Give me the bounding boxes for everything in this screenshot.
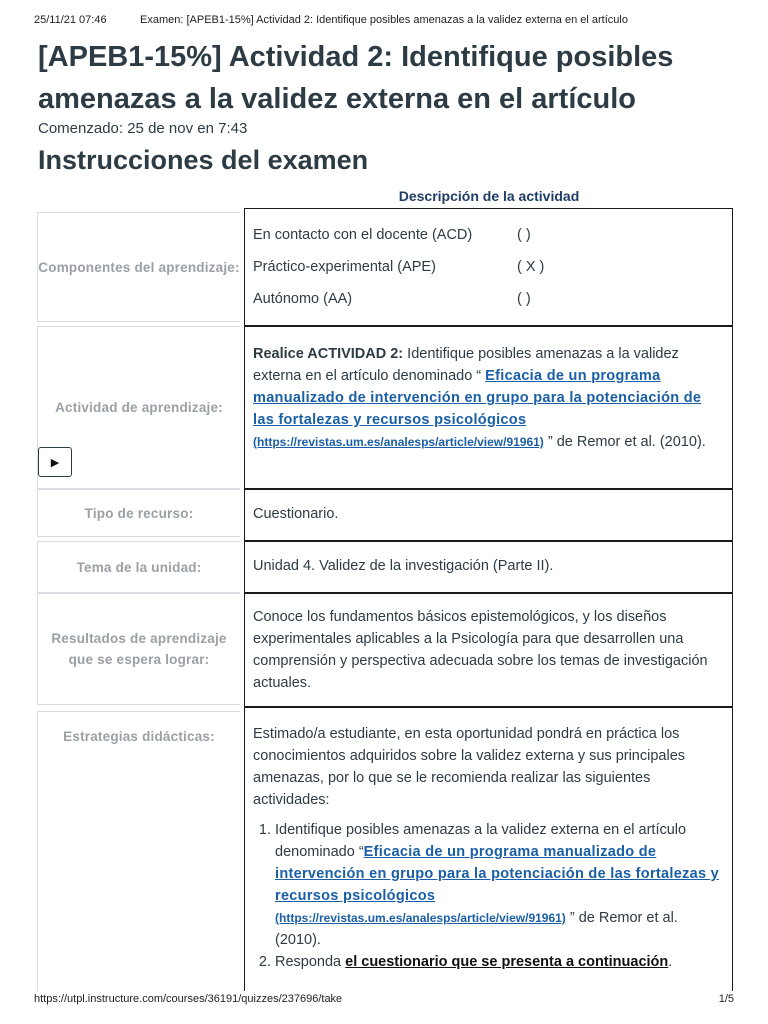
strategy-1-text: Identifique posibles amenazas a la validez externa en el artículo denominado “ xyxy=(275,822,687,860)
strategy-2-end: . xyxy=(668,954,673,970)
started-time: Comenzado: 25 de nov en 7:43 xyxy=(38,120,248,137)
print-page-number: 1/5 xyxy=(718,993,734,1005)
activity-cell xyxy=(244,326,733,489)
activity-lead: Realice ACTIVIDAD 2: xyxy=(253,346,404,362)
strategies-intro: Estimado/a estudiante, en esta oportunidad pondrá en práctica los conocimientos adquiridos sobre la validez externa y sus principales amenazas, por lo que se le recomienda realizar las siguientes actividades: xyxy=(253,726,686,808)
strategies-cell xyxy=(244,707,733,991)
strategies-label: Estrategias didácticas: xyxy=(37,711,240,991)
resource-value: Cuestionario. xyxy=(244,489,733,541)
outcomes-label: Resultados de aprendizaje que se espera lograr: xyxy=(37,593,240,705)
list-item xyxy=(275,951,724,973)
component-row xyxy=(253,283,724,315)
strategy-1-end: ” de Remor et al. (2010). xyxy=(275,910,678,948)
component-mark: ( X ) xyxy=(517,259,545,275)
strategy-article-link[interactable]: Eficacia de un programa manualizado de intervención en grupo para la potenciación de las fortalezas y recursos psicológicos xyxy=(275,844,720,904)
component-name: En contacto con el docente (ACD) xyxy=(253,227,473,243)
component-name: Práctico-experimental (APE) xyxy=(253,259,436,275)
article-link[interactable]: Eficacia de un programa manualizado de intervención en grupo para la potenciación de las fortalezas y recursos psicológicos xyxy=(253,368,702,428)
component-mark: ( ) xyxy=(517,291,531,307)
print-url: https://utpl.instructure.com/courses/36191/quizzes/237696/take xyxy=(34,993,343,1005)
unit-value: Unidad 4. Validez de la investigación (Parte II). xyxy=(244,541,733,593)
activity-text: Identifique posibles amenazas a la validez externa en el artículo denominado “ xyxy=(253,346,679,384)
article-url-link[interactable]: (https://revistas.um.es/analesps/article/view/91961) xyxy=(253,435,544,449)
component-name: Autónomo (AA) xyxy=(253,291,353,307)
resource-label: Tipo de recurso: xyxy=(37,489,240,537)
strategies-list xyxy=(253,819,724,973)
component-row xyxy=(253,219,724,251)
component-row xyxy=(253,251,724,283)
play-icon: ▶ xyxy=(50,456,60,469)
list-item xyxy=(275,819,724,951)
exam-title: [APEB1-15%] Actividad 2: Identifique posibles amenazas a la validez externa en el artículo xyxy=(38,41,674,115)
activity-label: Actividad de aprendizaje: xyxy=(37,326,240,489)
components-label: Componentes del aprendizaje: xyxy=(37,212,240,322)
strategy-article-url-link[interactable]: (https://revistas.um.es/analesps/article/view/91961) xyxy=(275,911,566,925)
activity-text-end: ” de Remor et al. (2010). xyxy=(543,434,706,450)
component-mark: ( ) xyxy=(517,227,531,243)
strategy-2-text: Responda xyxy=(275,954,346,970)
table-caption: Descripción de la actividad xyxy=(398,188,580,204)
outcomes-value: Conoce los fundamentos básicos epistemológicos, y los diseños experimentales aplicables a la Psicología para que desarrollen una comprensión y perspectiva adecuada sobre los temas de investigación actuales. xyxy=(244,593,733,707)
print-datetime: 25/11/21 07:46 xyxy=(34,14,107,26)
unit-label: Tema de la unidad: xyxy=(37,541,240,593)
components-cell xyxy=(244,208,733,326)
questionnaire-link[interactable]: el cuestionario que se presenta a continuación xyxy=(345,954,669,970)
print-page-title: Examen: [APEB1-15%] Actividad 2: Identifique posibles amenazas a la validez externa en el artículo xyxy=(140,14,628,26)
instructions-heading: Instrucciones del examen xyxy=(38,145,369,175)
play-button[interactable] xyxy=(38,447,72,477)
